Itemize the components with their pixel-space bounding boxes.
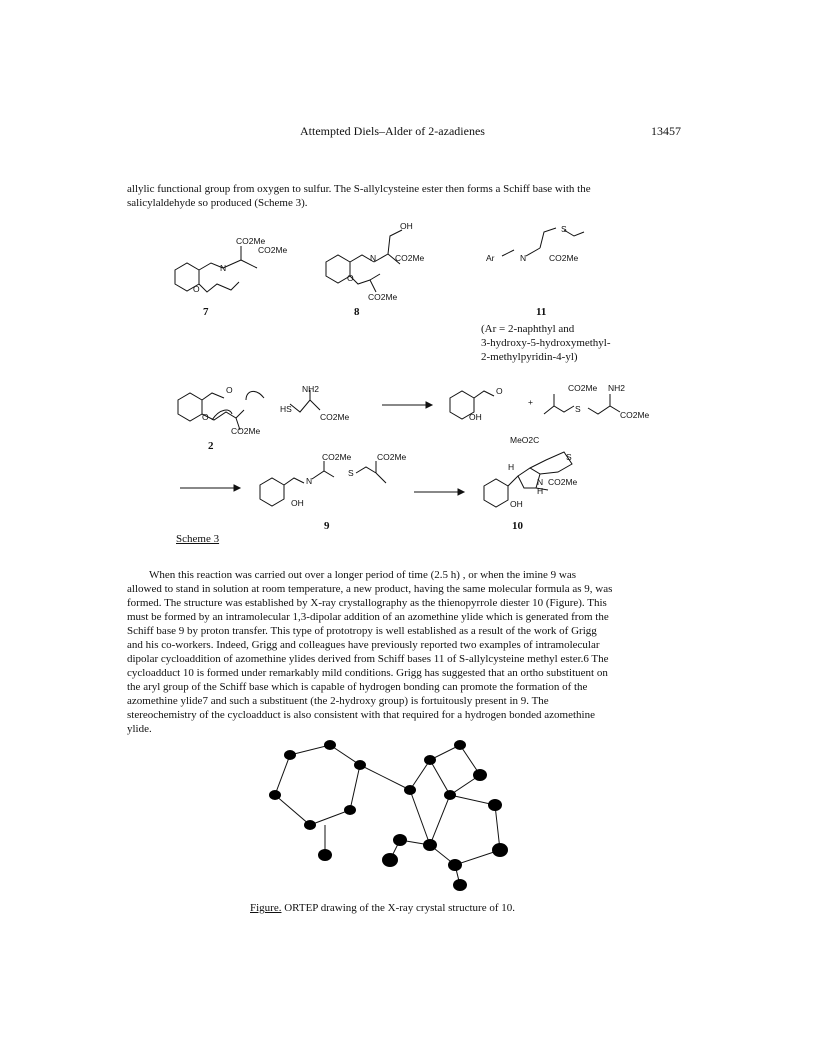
body-line: must be formed by an intramolecular 1,3-dipolar addition of an azomethine ylide which is generated from the [127, 611, 609, 623]
label-co2me: CO2Me [568, 383, 598, 393]
label-co2me: CO2Me [236, 236, 266, 246]
scheme-label-text: Scheme 3 [176, 533, 220, 545]
compound-number-7: 7 [203, 306, 209, 318]
label-oh: OH [400, 221, 413, 231]
body-line: cycloadduct 10 is formed under remarkably mild conditions. Grigg has suggested that an ortho substituent on [127, 667, 608, 679]
compound-number-10: 10 [512, 520, 523, 532]
body-line: the aryl group of the Schiff base which is capable of hydrogen bonding can promote the formation of the [127, 681, 588, 693]
label-co2me: CO2Me [548, 477, 578, 487]
label-n: N [370, 253, 377, 263]
body-line: Schiff base 9 by proton transfer. This type of prototropy is well established as a result of the work of Grigg [127, 625, 597, 637]
body-line: and his co-workers. Indeed, Grigg and colleagues have previously reported two examples of intramolecular [127, 639, 600, 651]
body-line: stereochemistry of the cycloadduct is also consistent with that required for a hydrogen bonded azomethine [127, 709, 595, 721]
scheme-label [176, 533, 219, 545]
label-co2me: CO2Me [258, 245, 288, 255]
compound-number-11: 11 [536, 306, 547, 318]
structure-2-drawing [172, 380, 372, 440]
label-ar: Ar [486, 253, 495, 263]
structure-11-note [481, 322, 681, 364]
label-o: O [496, 386, 503, 396]
structure-9-drawing [256, 455, 416, 515]
page-number: 13457 [651, 124, 681, 138]
intro-line: salicylaldehyde so produced (Scheme 3). [127, 197, 308, 209]
body-line: azomethine ylide7 and such a substituent (the 2-hydroxy group) is fortuitously present in 9. The [127, 695, 549, 707]
structure-11-drawing [490, 224, 610, 274]
body-line: ylide. [127, 723, 152, 735]
ortep-figure [250, 735, 550, 895]
body-line: When this reaction was carried out over a longer period of time (2.5 h) , or when the imine 9 was [149, 569, 577, 581]
allylcysteine-drawing [540, 388, 640, 428]
plus-sign: + [528, 397, 533, 407]
label-co2me: CO2Me [368, 292, 398, 302]
compound-number-2: 2 [208, 440, 214, 452]
body-line: formed. The structure was established by X-ray crystallography as the thienopyrrole diester 10 (Figure). This [127, 597, 607, 609]
body-paragraph [127, 568, 689, 736]
label-s: S [566, 452, 572, 462]
figure-caption-label: Figure. [250, 902, 282, 914]
salicylaldehyde-drawing [444, 380, 504, 430]
note-line: (Ar = 2-naphthyl and [481, 323, 575, 335]
body-line: dipolar cycloaddition of azomethine ylides derived from Schiff bases 11 of S-allylcysteine methyl ester.6 The [127, 653, 609, 665]
label-n: N [306, 476, 313, 486]
label-o: O [226, 385, 233, 395]
label-s: S [561, 224, 567, 234]
label-o: O [347, 273, 354, 283]
figure-caption [250, 902, 515, 914]
note-line: 2-methylpyridin-4-yl) [481, 351, 578, 363]
label-co2me: CO2Me [320, 412, 350, 422]
intro-line: allylic functional group from oxygen to sulfur. The S-allylcysteine ester then forms a Schiff base with the [127, 183, 591, 195]
label-h: H [508, 462, 515, 472]
label-nh2: NH2 [302, 384, 320, 394]
label-co2me: CO2Me [377, 452, 407, 462]
figure-caption-text: ORTEP drawing of the X-ray crystal structure of 10. [281, 902, 516, 914]
label-s: S [348, 468, 354, 478]
label-o: O [193, 284, 200, 294]
label-s: S [575, 404, 581, 414]
label-oh: OH [510, 499, 523, 509]
note-line: 3-hydroxy-5-hydroxymethyl- [481, 337, 611, 349]
label-h: H [537, 486, 544, 496]
compound-number-9: 9 [324, 520, 330, 532]
reaction-arrow [382, 400, 432, 410]
label-co2me: CO2Me [620, 410, 650, 420]
body-line: allowed to stand in solution at room temperature, a new product, having the same molecular formula as 9, was [127, 583, 613, 595]
label-meo2c: MeO2C [510, 435, 540, 445]
compound-number-8: 8 [354, 306, 360, 318]
label-oh: OH [469, 412, 482, 422]
label-oh: OH [291, 498, 304, 508]
label-n: N [220, 263, 227, 273]
label-co2me: CO2Me [549, 253, 579, 263]
label-co2me: CO2Me [231, 426, 261, 436]
label-o: O [202, 412, 209, 422]
reaction-arrow [180, 483, 240, 493]
label-n: N [537, 477, 544, 487]
reaction-arrow [414, 487, 464, 497]
intro-paragraph [127, 182, 687, 210]
label-nh2: NH2 [608, 383, 626, 393]
label-n: N [520, 253, 527, 263]
label-co2me: CO2Me [322, 452, 352, 462]
label-hs: HS [280, 404, 292, 414]
running-title: Attempted Diels–Alder of 2-azadienes [300, 124, 485, 138]
label-co2me: CO2Me [395, 253, 425, 263]
